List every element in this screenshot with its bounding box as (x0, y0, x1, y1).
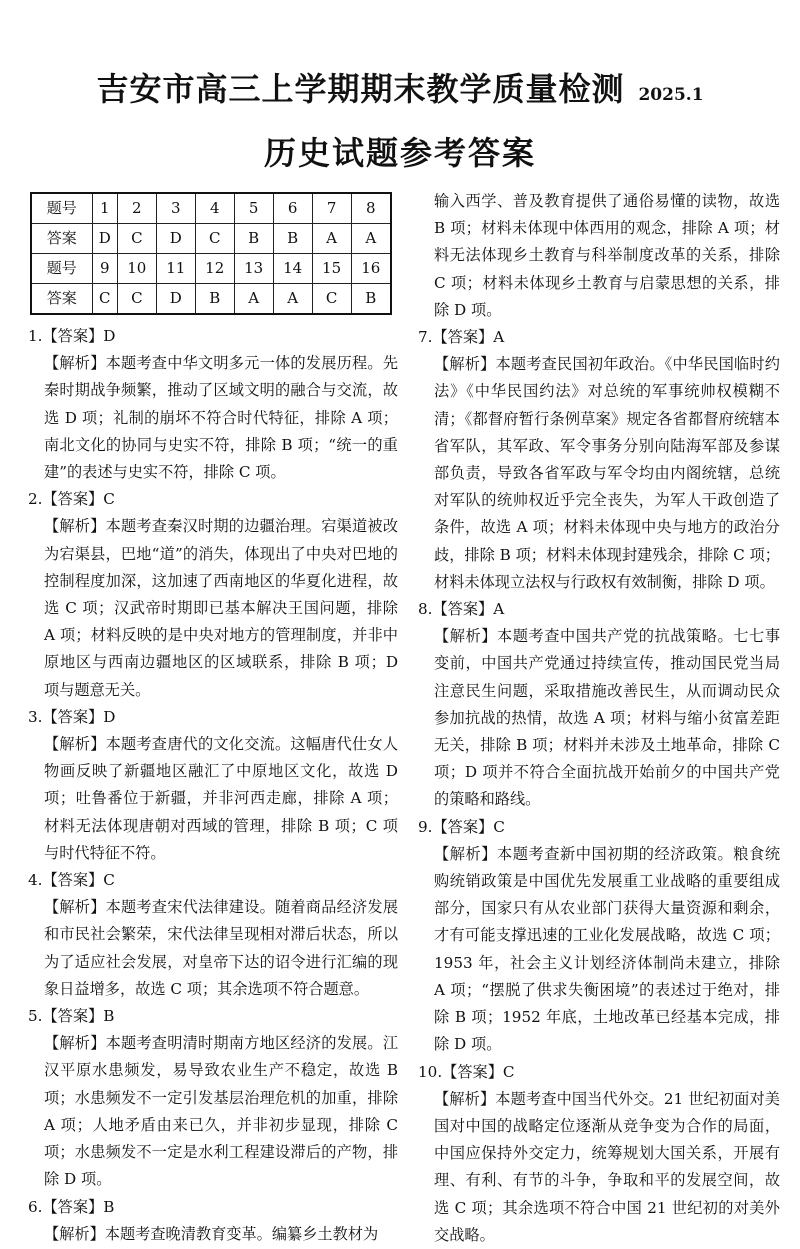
analysis-text: 【解析】本题考查唐代的文化交流。这幅唐代仕女人物画反映了新疆地区融汇了中原地区文化，故选 D 项；吐鲁番位于新疆，并非河西走廊，排除 A 项；材料无法体现唐朝对西域的管理，排除 B 项；C 项与时代特征不符。 (44, 735, 398, 862)
answer-cell: A (351, 224, 391, 254)
answer-heading: 1.【答案】D (28, 327, 116, 345)
row-label: 题号 (31, 254, 92, 284)
answer-heading: 4.【答案】C (28, 871, 115, 890)
analysis-text: 【解析】本题考查晚清教育变革。编纂乡土教材为 (44, 1224, 379, 1243)
question-number-cell: 5 (234, 193, 273, 224)
answer-heading: 3.【答案】D (28, 707, 116, 726)
row-label: 答案 (31, 224, 92, 254)
analysis-text: 【解析】本题考查秦汉时期的边疆治理。宕渠道被改为宕渠县，巴地“道”的消失，体现出了中央对巴地的控制程度加深，这加速了西南地区的华夏化进程，故选 C 项；汉武帝时期即已基本解决王国问题，排除 A 项；材料反映的是中央对地方的管理制度，并非中原地区与西南边疆地区的区域联系，排除 B 项；D 项与题意无关。 (44, 517, 398, 699)
question-number-cell: 9 (92, 254, 117, 284)
header (0, 64, 800, 110)
analysis-text: 【解析】本题考查中国共产党的抗战策略。七七事变前，中国共产党通过持续宣传，推动国民党当局注意民生问题，采取措施改善民生，从而调动民众参加抗战的热情，故选 A 项；材料与缩小贫富差距无关，排除 B 项；材料并未涉及土地革命，排除 C 项；D 项并不符合全面抗战开始前夕的中国共产党的策略和路线。 (434, 627, 780, 809)
analysis-text: 【解析】本题考查新中国初期的经济政策。粮食统购统销政策是中国优先发展重工业战略的重要组成部分，国家只有从农业部门获得大量资源和剩余，才有可能支撑迅速的工业化发展战略，故选 C 项；1953 年，社会主义计划经济体制尚未建立，排除 A 项；“摆脱了供求失衡困境”的表述过于绝对，排除 B 项；1952 年底，土地改革已经基本完成，排除 D 项。 (434, 844, 780, 1054)
answer-heading: 10.【答案】C (418, 1062, 515, 1081)
question-number-cell: 16 (351, 254, 391, 284)
answer-heading: 2.【答案】C (28, 490, 115, 509)
question-item (418, 324, 780, 596)
answer-cell: B (273, 224, 312, 254)
exam-date: 2025.1 (638, 85, 704, 105)
question-number-cell: 6 (273, 193, 312, 224)
question-number-cell: 15 (312, 254, 351, 284)
answer-cell: B (351, 284, 391, 315)
question-number-cell: 10 (117, 254, 156, 284)
answer-cell: C (92, 284, 117, 315)
question-number-cell: 2 (117, 193, 156, 224)
document-subtitle: 历史试题参考答案 (263, 134, 536, 172)
question-number-cell: 13 (234, 254, 273, 284)
answer-cell: C (117, 224, 156, 254)
answer-cell: C (195, 224, 234, 254)
analysis-text: 【解析】本题考查中华文明多元一体的发展历程。先秦时期战争频繁，推动了区域文明的融合与交流，故选 D 项；礼制的崩坏不符合时代特征，排除 A 项；南北文化的协同与史实不符，排除 B 项；“统一的重建”的表述与史实不符，排除 C 项。 (44, 354, 398, 482)
q6-continuation: 输入西学、普及教育提供了通俗易懂的读物，故选 B 项；材料未体现中体西用的观念，排除 A 项；材料无法体现乡土教育与科举制度改革的关系，排除 C 项；材料未体现乡土教育与启蒙思想的关系，排除 D 项。 (434, 192, 780, 319)
document-title: 吉安市高三上学期期末教学质量检测 (96, 70, 625, 108)
analysis-text: 【解析】本题考查民国初年政治。《中华民国临时约法》《中华民国约法》对总统的军事统帅权模糊不清；《都督府暂行条例草案》规定各省都督府统辖本省军队，其军政、军令事务分别向陆海军部及参谋部负责，导致各省军政与军令均由内阁统辖，总统对军队的统帅权近乎完全丧失，为军人干政创造了条件，故选 A 项；材料未体现中央与地方的政治分歧，排除 B 项；材料未体现封建残余，排除 C 项；材料未体现立法权与行政权有效制衡，排除 D 项。 (434, 355, 780, 591)
answer-cell: C (312, 284, 351, 315)
answer-cell: B (195, 284, 234, 315)
answer-heading: 7.【答案】A (418, 328, 505, 347)
question-item (418, 1059, 780, 1249)
answer-heading: 9.【答案】C (418, 817, 505, 836)
left-column (28, 188, 398, 1248)
question-number-cell: 11 (156, 254, 195, 284)
question-item (28, 486, 398, 704)
answer-row (31, 284, 391, 315)
answer-cell: A (273, 284, 312, 315)
answer-heading: 8.【答案】A (418, 600, 505, 619)
question-number-cell: 14 (273, 254, 312, 284)
question-item (28, 323, 398, 486)
answer-row (31, 224, 391, 254)
question-number-row (31, 254, 391, 284)
question-item (418, 814, 780, 1059)
answer-heading: 6.【答案】B (28, 1197, 115, 1216)
question-number-cell: 4 (195, 193, 234, 224)
analysis-text: 【解析】本题考查明清时期南方地区经济的发展。江汉平原水患频发，易导致农业生产不稳定，故选 B 项；水患频发不一定引发基层治理危机的加重，排除 A 项；人地矛盾由来已久，并非初步显现，排除 C 项；水患频发不一定是水利工程建设滞后的产物，排除 D 项。 (44, 1034, 398, 1189)
question-number-cell: 3 (156, 193, 195, 224)
analysis-text: 【解析】本题考查中国当代外交。21 世纪初面对美国对中国的战略定位逐渐从竞争变为合作的局面，中国应保持外交定力，统筹规划大国关系，开展有理、有利、有节的斗争，争取和平的发展空间，故选 C 项；其余选项不符合中国 21 世纪初的对美外交战略。 (434, 1089, 780, 1244)
answer-cell: D (92, 224, 117, 254)
analysis-text: 【解析】本题考查宋代法律建设。随着商品经济发展和市民社会繁荣，宋代法律呈现相对滞后状态，所以为了适应社会发展，对皇帝下达的诏令进行汇编的现象日益增多，故选 C 项；其余选项不符合题意。 (44, 898, 398, 998)
row-label: 题号 (31, 193, 92, 224)
question-item (28, 1194, 398, 1248)
question-number-cell: 8 (351, 193, 391, 224)
question-number-cell: 1 (92, 193, 117, 224)
row-label: 答案 (31, 284, 92, 315)
answer-cell: B (234, 224, 273, 254)
question-number-cell: 12 (195, 254, 234, 284)
right-column (418, 188, 780, 1249)
answer-table (30, 192, 392, 315)
answer-cell: A (234, 284, 273, 315)
answer-cell: D (156, 284, 195, 315)
answer-cell: D (156, 224, 195, 254)
question-item (28, 704, 398, 867)
question-item (418, 596, 780, 814)
question-item (28, 867, 398, 1003)
answer-heading: 5.【答案】B (28, 1007, 115, 1026)
question-number-row (31, 193, 391, 224)
question-item (28, 1003, 398, 1193)
answer-cell: C (117, 284, 156, 315)
answer-cell: A (312, 224, 351, 254)
question-number-cell: 7 (312, 193, 351, 224)
